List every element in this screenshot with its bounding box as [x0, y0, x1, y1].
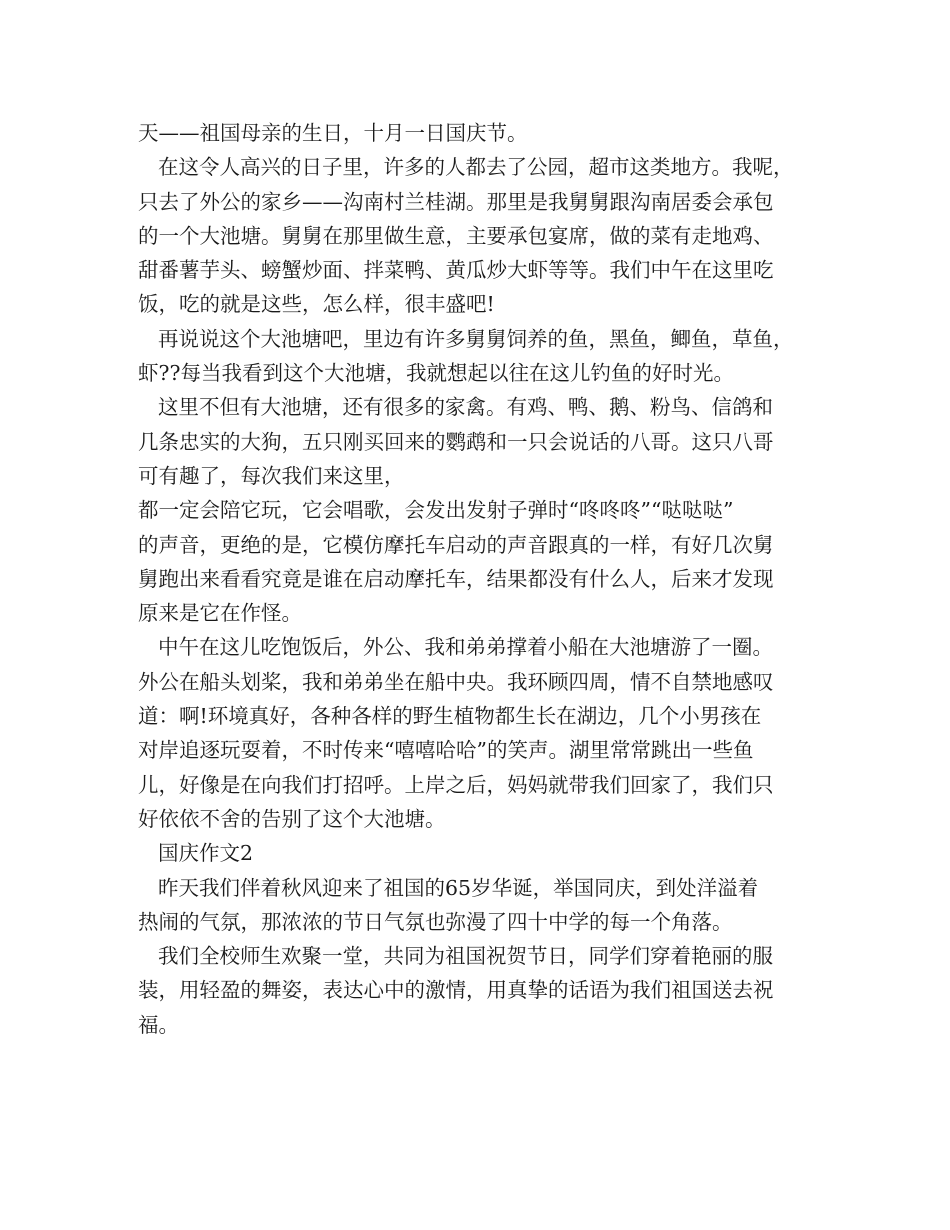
- text-line: 饭，吃的就是这些，怎么样，很丰盛吧!: [138, 292, 495, 317]
- text-line: 都一定会陪它玩，它会唱歌，会发出发射子弹时“咚咚咚”“哒哒哒”: [138, 498, 734, 523]
- section-heading: 国庆作文2: [158, 841, 254, 866]
- text-line: 舅跑出来看看究竟是谁在启动摩托车，结果都没有什么人，后来才发现: [138, 566, 774, 591]
- text-line: 昨天我们伴着秋风迎来了祖国的65岁华诞，举国同庆，到处洋溢着: [158, 875, 759, 900]
- text-line: 儿，好像是在向我们打招呼。上岸之后，妈妈就带我们回家了，我们只: [138, 772, 774, 797]
- text-line: 外公在船头划桨，我和弟弟坐在船中央。我环顾四周，情不自禁地感叹: [138, 669, 774, 694]
- text-line: 的声音，更绝的是，它模仿摩托车启动的声音跟真的一样，有好几次舅: [138, 532, 774, 557]
- text-line: 福。: [138, 1012, 179, 1037]
- text-line: 原来是它在作怪。: [138, 601, 302, 626]
- text-line: 这里不但有大池塘，还有很多的家禽。有鸡、鸭、鹅、粉鸟、信鸽和: [158, 395, 773, 420]
- text-line: 可有趣了，每次我们来这里，: [138, 463, 405, 488]
- text-line: 再说说这个大池塘吧，里边有许多舅舅饲养的鱼，黑鱼，鲫鱼，草鱼，: [158, 326, 794, 351]
- text-line: 虾??每当我看到这个大池塘，我就想起以往在这儿钓鱼的好时光。: [138, 361, 734, 386]
- text-line: 几条忠实的大狗，五只刚买回来的鹦鹉和一只会说话的八哥。这只八哥: [138, 429, 774, 454]
- text-line: 我们全校师生欢聚一堂，共同为祖国祝贺节日，同学们穿着艳丽的服: [158, 944, 773, 969]
- text-line: 装，用轻盈的舞姿，表达心中的激情，用真挚的话语为我们祖国送去祝: [138, 978, 774, 1003]
- text-line: 热闹的气氛，那浓浓的节日气氛也弥漫了四十中学的每一个角落。: [138, 909, 733, 934]
- essay-body: [138, 116, 828, 1042]
- text-line: 的一个大池塘。舅舅在那里做生意，主要承包宴席，做的菜有走地鸡、: [138, 223, 774, 248]
- text-line: 好依依不舍的告别了这个大池塘。: [138, 806, 446, 831]
- text-line: 天——祖国母亲的生日，十月一日国庆节。: [138, 121, 528, 145]
- text-line: 甜番薯芋头、螃蟹炒面、拌菜鸭、黄瓜炒大虾等等。我们中午在这里吃: [138, 258, 774, 283]
- text-line: 中午在这儿吃饱饭后，外公、我和弟弟撑着小船在大池塘游了一圈。: [158, 635, 773, 660]
- text-line: 道：啊!环境真好，各种各样的野生植物都生长在湖边，几个小男孩在: [138, 704, 762, 729]
- text-line: 只去了外公的家乡——沟南村兰桂湖。那里是我舅舅跟沟南居委会承包: [138, 189, 774, 214]
- text-line: 对岸追逐玩耍着，不时传来“嘻嘻哈哈”的笑声。湖里常常跳出一些鱼: [138, 738, 754, 763]
- text-line: 在这令人高兴的日子里，许多的人都去了公园，超市这类地方。我呢，: [158, 155, 794, 180]
